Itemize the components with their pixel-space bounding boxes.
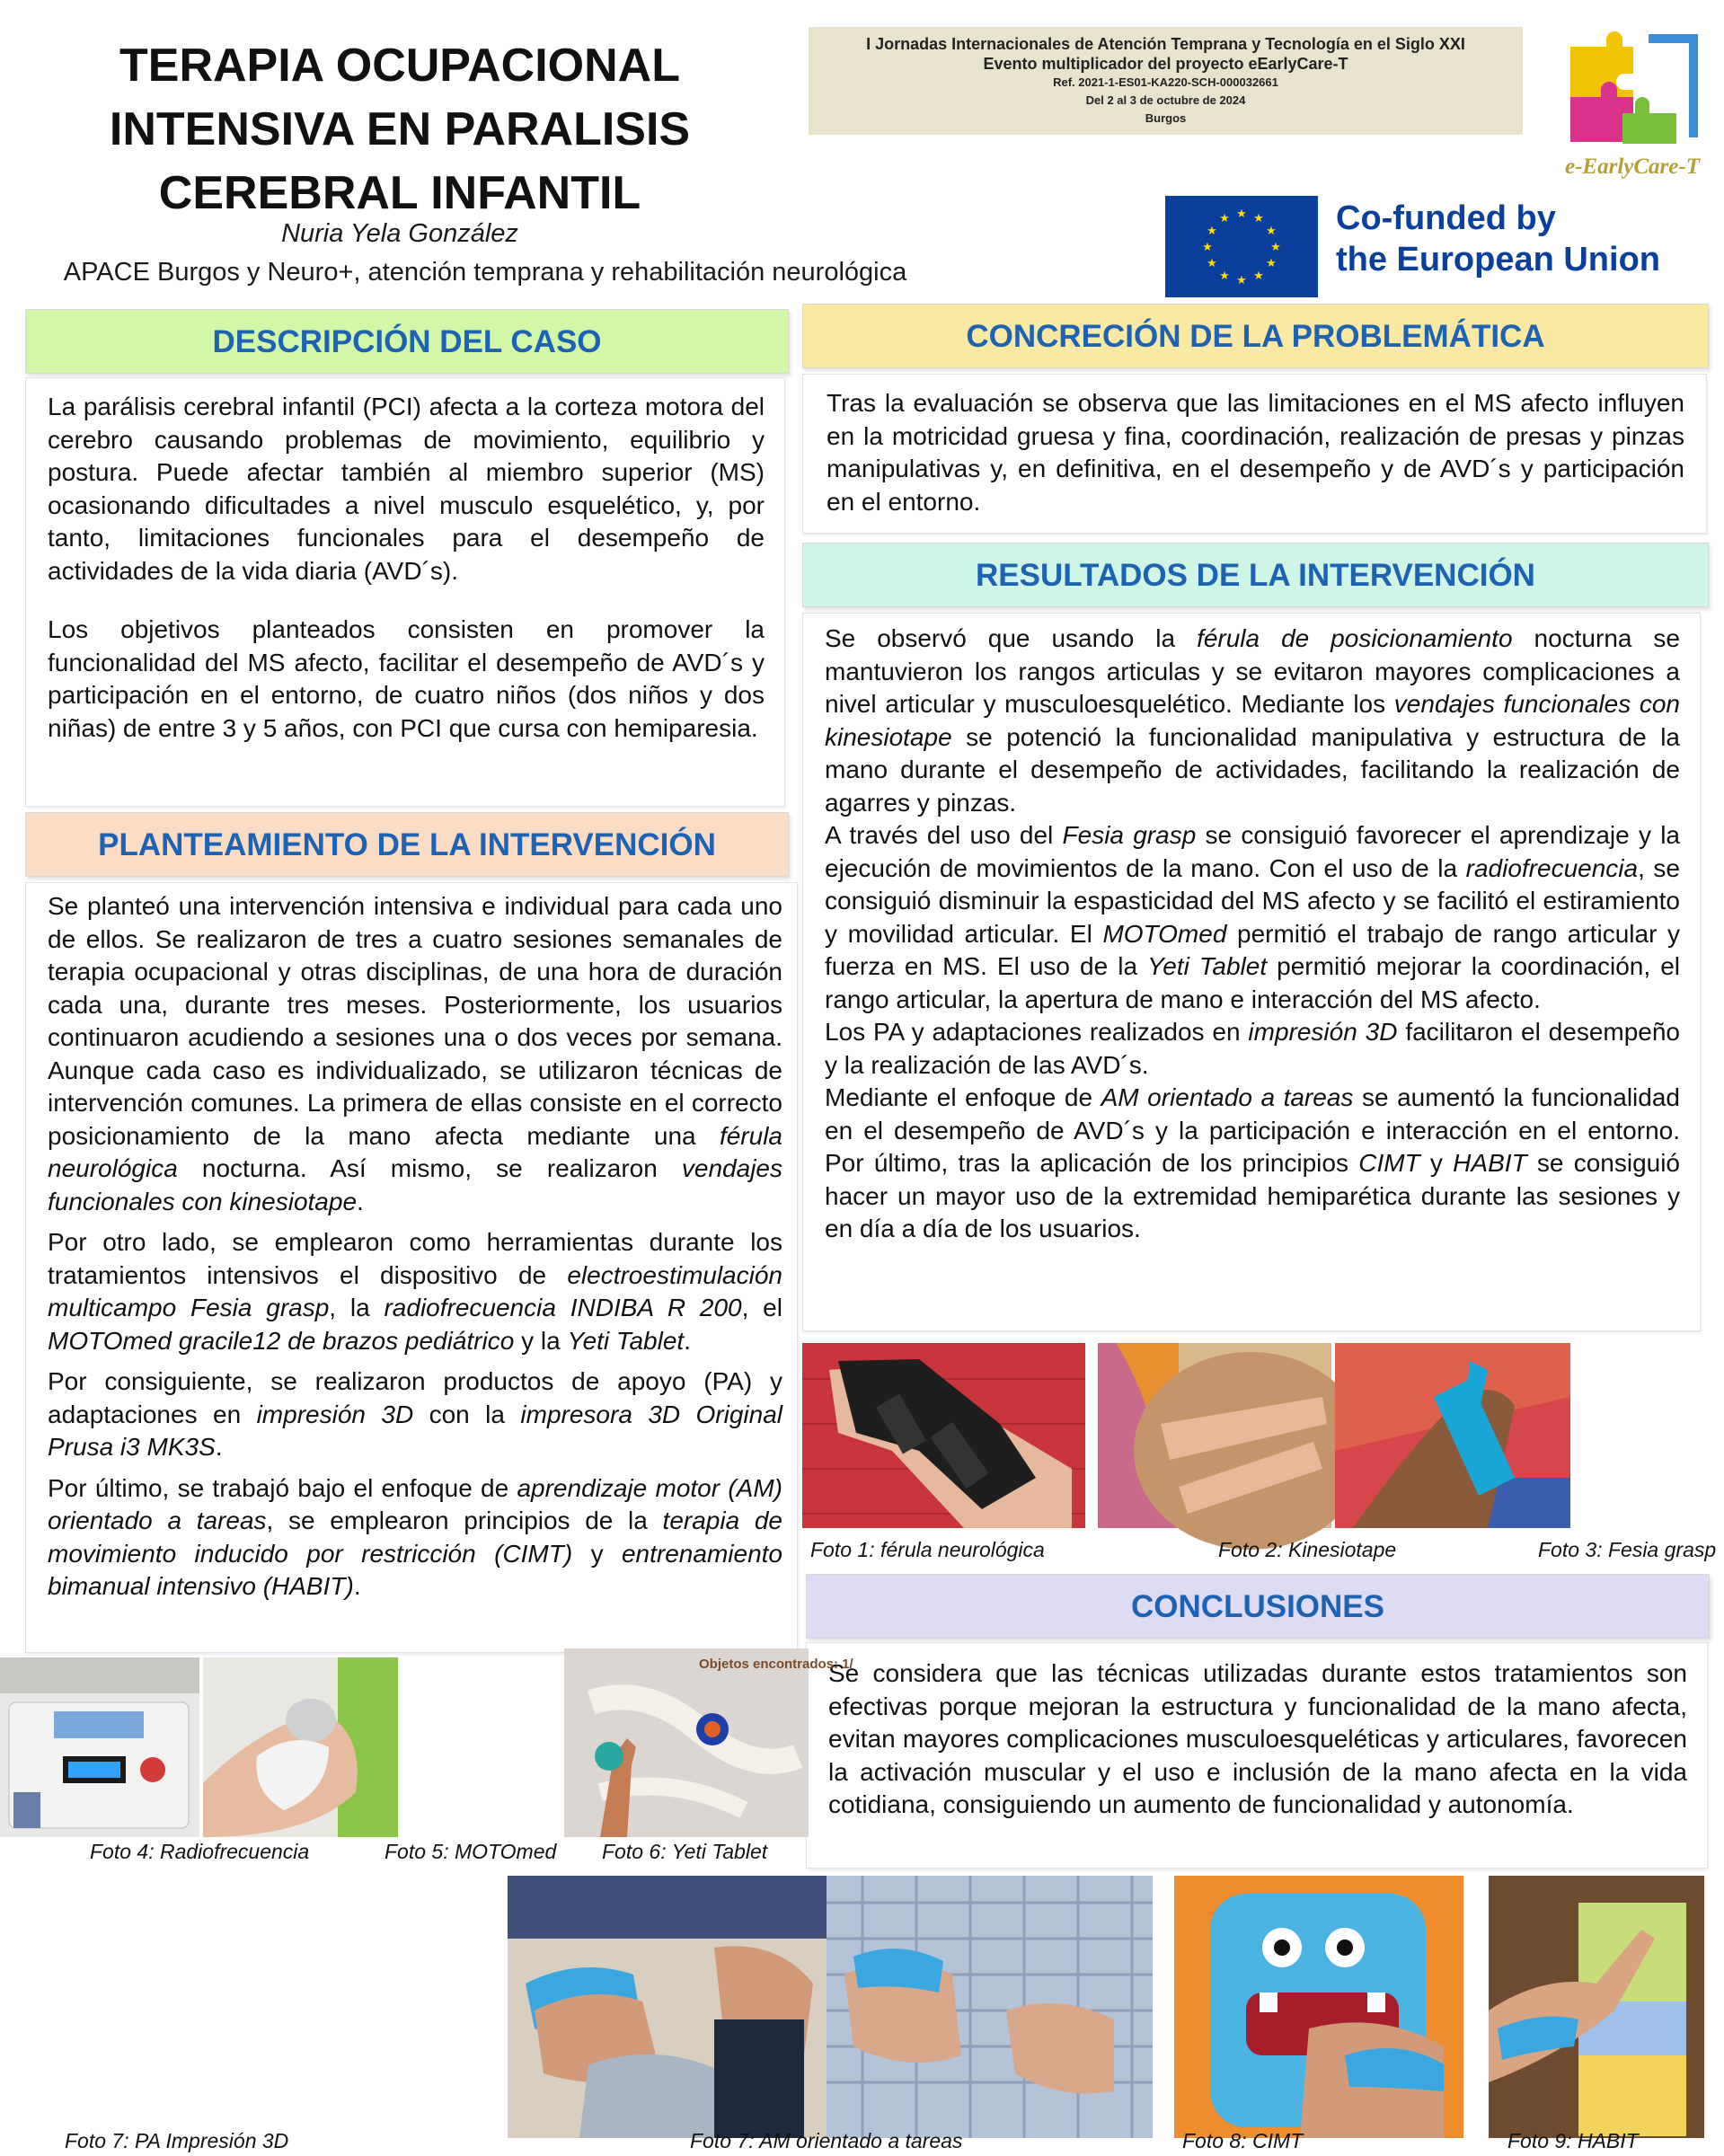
header-concrecion: CONCRECIÓN DE LA PROBLEMÁTICA: [802, 304, 1709, 368]
title-line-3: CEREBRAL INFANTIL: [158, 167, 641, 219]
planteamiento-p4: Por último, se trabajó bajo el enfoque de aprendizaje motor (AM) orientado a tareas, se emplearon principios de la terapia de movimiento inducido por restricción (CIMT) y entrenamiento bimanual intensivo (HABIT).: [48, 1473, 782, 1600]
eu-line-1: Co-funded by: [1336, 199, 1556, 237]
resultados-body: [825, 623, 1680, 1246]
planteamiento-p3: Por consiguiente, se realizaron productos de apoyo (PA) y adaptaciones en impresión 3D con la impresora 3D Original Prusa i3 MK3S.: [48, 1367, 783, 1461]
photo-ferula-neurologica: [802, 1343, 1085, 1528]
resultados-p1: Se observó que usando la férula de posicionamiento nocturna se mantuvieron los rangos articulas y se evitaron mayores complicaciones a nivel articular y musculoesquelético. Mediante los vendajes funcionales con kinesiotape se potenció la funcionalidad manipulativa y estructura de la mano durante el desempeño de actividades, facilitando la realización de agarres y pinzas.: [825, 624, 1680, 817]
eu-line-2: the European Union: [1336, 241, 1660, 278]
header-planteamiento: PLANTEAMIENTO DE LA INTERVENCIÓN: [25, 812, 789, 877]
conference-city: Burgos: [1145, 111, 1187, 125]
svg-text:★: ★: [1266, 225, 1277, 238]
eu-cofunded-text: [1336, 198, 1660, 280]
svg-text:★: ★: [1202, 241, 1213, 254]
svg-text:★: ★: [1207, 257, 1217, 270]
conference-ref: Ref. 2021-1-ES01-KA220-SCH-000032661: [1053, 75, 1278, 89]
descripcion-p1: La parálisis cerebral infantil (PCI) afecta a la corteza motora del cerebro causando problemas de movimiento, equilibrio y postura. Puede afectar también al miembro superior (MS) ocasionando dificultades a nivel musculo esquelético, y, por tanto, limitaciones funcionales para el desempeño de actividades de la vida diaria (AVD´s).: [48, 393, 765, 585]
conference-title: I Jornadas Internacionales de Atención Temprana y Tecnología en el Siglo XXI: [866, 35, 1465, 53]
photo-am-orientado-tareas: [827, 1876, 1153, 2138]
caption-foto-7a: Foto 7: PA Impresión 3D: [65, 2129, 289, 2152]
planteamiento-body: [48, 890, 782, 1604]
svg-text:★: ★: [1253, 212, 1264, 225]
yeti-screen-text: Objetos encontrados: 1/: [699, 1657, 853, 1672]
affiliation: APACE Burgos y Neuro+, atención temprana y rehabilitación neurológica: [63, 258, 907, 287]
caption-foto-1: Foto 1: férula neurológica: [810, 1538, 1045, 1561]
caption-foto-4: Foto 4: Radiofrecuencia: [90, 1840, 310, 1863]
eu-flag-icon: [1165, 196, 1318, 297]
photo-habit: [1489, 1876, 1704, 2138]
title-line-2: INTENSIVA EN PARALISIS: [109, 103, 691, 155]
svg-text:★: ★: [1266, 257, 1277, 270]
resultados-p2: A través del uso del Fesia grasp se consiguió favorecer el aprendizaje y la ejecución de movimientos de la mano. Con el uso de la radiofrecuencia, se consiguió disminuir la espasticidad del MS afecto y se facilitó el estiramiento y movilidad articular. El MOTOmed permitió el trabajo de rango articular y fuerza en MS. El uso de la Yeti Tablet permitió mejorar la coordinación, el rango articular, la apertura de mano e interacción del MS afecto.: [825, 821, 1681, 1013]
caption-foto-9: Foto 9: HABIT: [1507, 2129, 1639, 2152]
conference-dates: Del 2 al 3 de octubre de 2024: [1085, 93, 1246, 107]
header-conclusiones: CONCLUSIONES: [806, 1574, 1710, 1639]
poster-title: [27, 34, 773, 225]
photo-pa-impresion-3d: [508, 1876, 831, 2138]
svg-text:★: ★: [1207, 225, 1217, 238]
logo-caption: e-EarlyCare-T: [1565, 155, 1700, 179]
title-line-1: TERAPIA OCUPACIONAL: [119, 40, 680, 92]
descripcion-body: [48, 391, 765, 745]
svg-text:★: ★: [1270, 241, 1281, 254]
caption-foto-7b: Foto 7: AM orientado a tareas: [690, 2129, 963, 2152]
box-descripcion: [25, 377, 785, 807]
svg-text:★: ★: [1236, 208, 1247, 221]
conclusiones-body: Se considera que las técnicas utilizadas durante estos tratamientos son efectivas porque mejoran la estructura y funcionalidad de la mano afecta, evitan mayores complicaciones musculoesqueléticas y articulares, favorecen la activación muscular y el uso e inclusión de la mano afecta en la vida cotidiana, consiguiendo un aumento de funcionalidad y autonomía.: [828, 1659, 1687, 1818]
resultados-p4: Mediante el enfoque de AM orientado a tareas se aumentó la funcionalidad en el desempeño de AVD´s y la participación e interacción en el entorno. Por último, tras la aplicación de los principios CIMT y HABIT se consiguió hacer un mayor uso de la extremidad hemiparética durante las sesiones y en día a día de los usuarios.: [825, 1083, 1681, 1242]
caption-foto-3: Foto 3: Fesia grasp: [1538, 1538, 1717, 1561]
header-resultados: RESULTADOS DE LA INTERVENCIÓN: [802, 543, 1709, 607]
photo-kinesiotape: [1098, 1343, 1331, 1528]
box-resultados: [802, 613, 1701, 1331]
svg-text:★: ★: [1219, 270, 1230, 283]
photo-fesia-grasp: [1335, 1343, 1570, 1528]
conference-subtitle: Evento multiplicador del proyecto eEarlyCare-T: [983, 55, 1348, 73]
photo-motomed: [203, 1657, 398, 1837]
descripcion-p2: Los objetivos planteados consisten en promover la funcionalidad del MS afecto, facilitar el desempeño de AVD´s y participación en el entorno, de cuatro niños (dos niños y dos niñas) de entre 3 y 5 años, con PCI que cursa con hemiparesia.: [48, 615, 765, 742]
box-concrecion: [802, 374, 1707, 534]
concrecion-body: Tras la evaluación se observa que las limitaciones en el MS afecto influyen en la motricidad gruesa y fina, coordinación, realización de presas y pinzas manipulativas y, en definitiva, en el desempeño y de AVD´s y participación en el entorno.: [827, 389, 1684, 516]
photo-yeti-tablet: [564, 1648, 853, 1837]
box-conclusiones: [806, 1642, 1708, 1869]
box-planteamiento: [25, 882, 798, 1653]
author-name: Nuria Yela González: [281, 219, 518, 248]
caption-foto-2: Foto 2: Kinesiotape: [1218, 1538, 1397, 1561]
svg-text:★: ★: [1219, 212, 1230, 225]
planteamiento-p1: Se planteó una intervención intensiva e individual para cada uno de ellos. Se realizaron de tres a cuatro sesiones semanales de terapia ocupacional y otras disciplinas, de una hora de duración cada una, durante tres meses. Posteriormente, los usuarios continuaron acudiendo a sesiones una o dos veces por semana. Aunque cada caso es individualizado, se utilizaron técnicas de intervención comunes. La primera de ellas consiste en el correcto posicionamiento de la mano afecta mediante una férula neurológica nocturna. Así mismo, se realizaron vendajes funcionales con kinesiotape.: [48, 892, 782, 1215]
caption-foto-5: Foto 5: MOTOmed: [385, 1840, 557, 1863]
svg-text:★: ★: [1236, 274, 1247, 287]
caption-foto-8: Foto 8: CIMT: [1182, 2129, 1304, 2152]
header-descripcion: DESCRIPCIÓN DEL CASO: [25, 309, 789, 374]
caption-foto-6: Foto 6: Yeti Tablet: [602, 1840, 768, 1863]
resultados-p3: Los PA y adaptaciones realizados en impresión 3D facilitaron el desempeño y la realización de las AVD´s.: [825, 1018, 1681, 1079]
photo-radiofrecuencia: [0, 1657, 199, 1837]
planteamiento-p2: Por otro lado, se emplearon como herramientas durante los tratamientos intensivos el dispositivo de electroestimulación multicampo Fesia grasp, la radiofrecuencia INDIBA R 200, el MOTOmed gracile12 de brazos pediátrico y la Yeti Tablet.: [48, 1228, 782, 1355]
conference-banner: [809, 27, 1523, 135]
svg-text:★: ★: [1253, 270, 1264, 283]
photo-cimt: [1174, 1876, 1463, 2138]
